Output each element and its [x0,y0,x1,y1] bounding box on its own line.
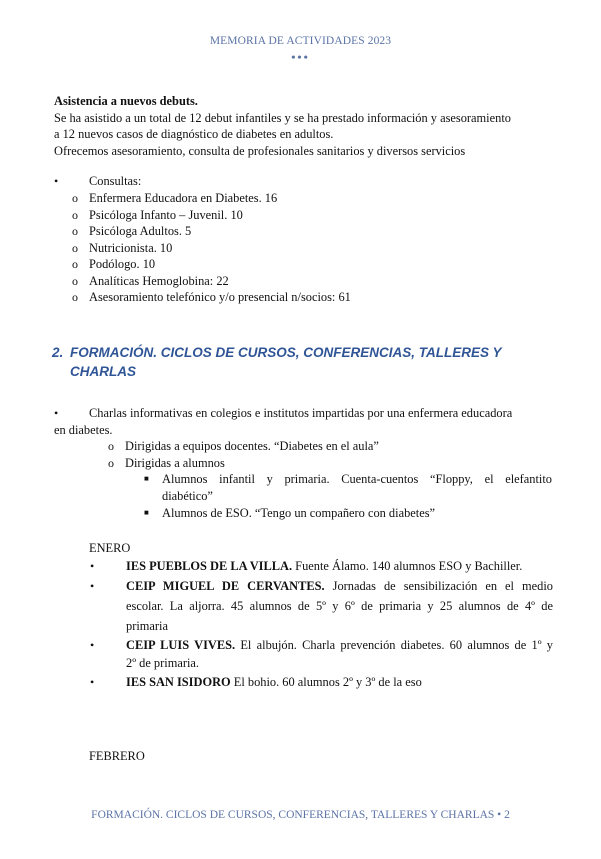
charlas-text: Charlas informativas en colegios e institutos impartidas por una enfermera educadora [89,406,513,420]
bullet-icon: • [54,174,59,188]
list-item-text: Nutricionista. 10 [89,240,173,255]
school-name: IES SAN ISIDORO [126,675,231,689]
charlas-bullet [54,405,554,422]
bullet-icon: • [90,579,95,593]
circle-bullet-icon: o [72,290,78,304]
list-item [144,471,552,488]
consultas-label: Consultas: [89,174,142,188]
school-name: CEIP MIGUEL DE CERVANTES. [126,579,325,593]
school-detail: El bohio. 60 alumnos 2º y 3º de la eso [230,675,422,689]
circle-bullet-icon: o [72,240,78,255]
circle-bullet-icon: o [72,191,78,205]
section-title-line: CHARLAS [70,364,136,379]
month-label: ENERO [89,541,131,555]
month-label: FEBRERO [89,749,145,763]
list-item-text: Psicóloga Infanto – Juvenil. 10 [89,207,243,222]
bullet-icon: • [90,559,95,573]
circle-bullet-icon: o [108,455,114,470]
list-item [90,578,553,595]
list-item-text: Dirigidas a equipos docentes. “Diabetes en el aula” [125,439,379,453]
section-number: 2. [52,345,64,360]
consultas-bullet [54,173,554,190]
intro-block [54,93,554,159]
school-detail: 2º de primaria. [126,656,199,670]
circle-bullet-icon: o [72,207,78,222]
school-detail: Jornadas de sensibilización en el medio [324,579,553,593]
page-footer: FORMACIÓN. CICLOS DE CURSOS, CONFERENCIAS, TALLERES Y CHARLAS • 2 [91,809,510,821]
list-item-text: Psicóloga Adultos. 5 [89,224,192,238]
list-item-text: Analíticas Hemoglobina: 22 [89,273,229,288]
list-item-text: Dirigidas a alumnos [125,455,225,470]
circle-bullet-icon: o [108,439,114,453]
intro-paragraph-line: Ofrecemos asesoramiento, consulta de profesionales sanitarios y diversos servicios [54,143,466,158]
square-bullet-icon: ■ [144,508,149,517]
page-header: MEMORIA DE ACTIVIDADES 2023 [209,35,392,47]
circle-bullet-icon: o [72,224,78,238]
school-detail: primaria [126,619,168,633]
list-item-text: Alumnos infantil y primaria. Cuenta-cuentos “Floppy, el elefantito [162,472,552,486]
list-item-text: Asesoramiento telefónico y/o presencial n/socios: 61 [89,290,351,304]
header-dots: ••• [291,50,310,64]
square-bullet-icon: ■ [144,474,149,483]
intro-paragraph-line: a 12 nuevos casos de diagnóstico de diabetes en adultos. [54,127,334,141]
section-title-line: FORMACIÓN. CICLOS DE CURSOS, CONFERENCIAS, TALLERES Y [70,345,502,360]
list-item-text: Podólogo. 10 [89,257,156,271]
list-item-text: diabético” [162,488,213,503]
list-item-text: Enfermera Educadora en Diabetes. 16 [89,191,278,205]
school-detail: Fuente Álamo. 140 alumnos ESO y Bachiller. [292,559,523,573]
school-detail: El albujón. Charla prevención diabetes. 60 alumnos de 1º y [235,638,553,652]
list-item [90,637,553,654]
school-detail: escolar. La aljorra. 45 alumnos de 5º y 6º de primaria y 25 alumnos de 4º de [126,599,553,613]
school-name: IES PUEBLOS DE LA VILLA. [126,559,293,573]
charlas-text: en diabetes. [54,422,113,437]
bullet-icon: • [90,675,95,689]
intro-paragraph-line: Se ha asistido a un total de 12 debut infantiles y se ha prestado información y asesoramiento [54,110,511,125]
circle-bullet-icon: o [72,257,78,271]
bullet-icon: • [54,406,59,420]
intro-heading: Asistencia a nuevos debuts. [54,94,198,108]
school-name: CEIP LUIS VIVES. [126,638,236,652]
circle-bullet-icon: o [72,273,78,288]
list-item-cont [126,598,553,615]
list-item-text: Alumnos de ESO. “Tengo un compañero con diabetes” [162,506,436,520]
bullet-icon: • [90,638,95,652]
